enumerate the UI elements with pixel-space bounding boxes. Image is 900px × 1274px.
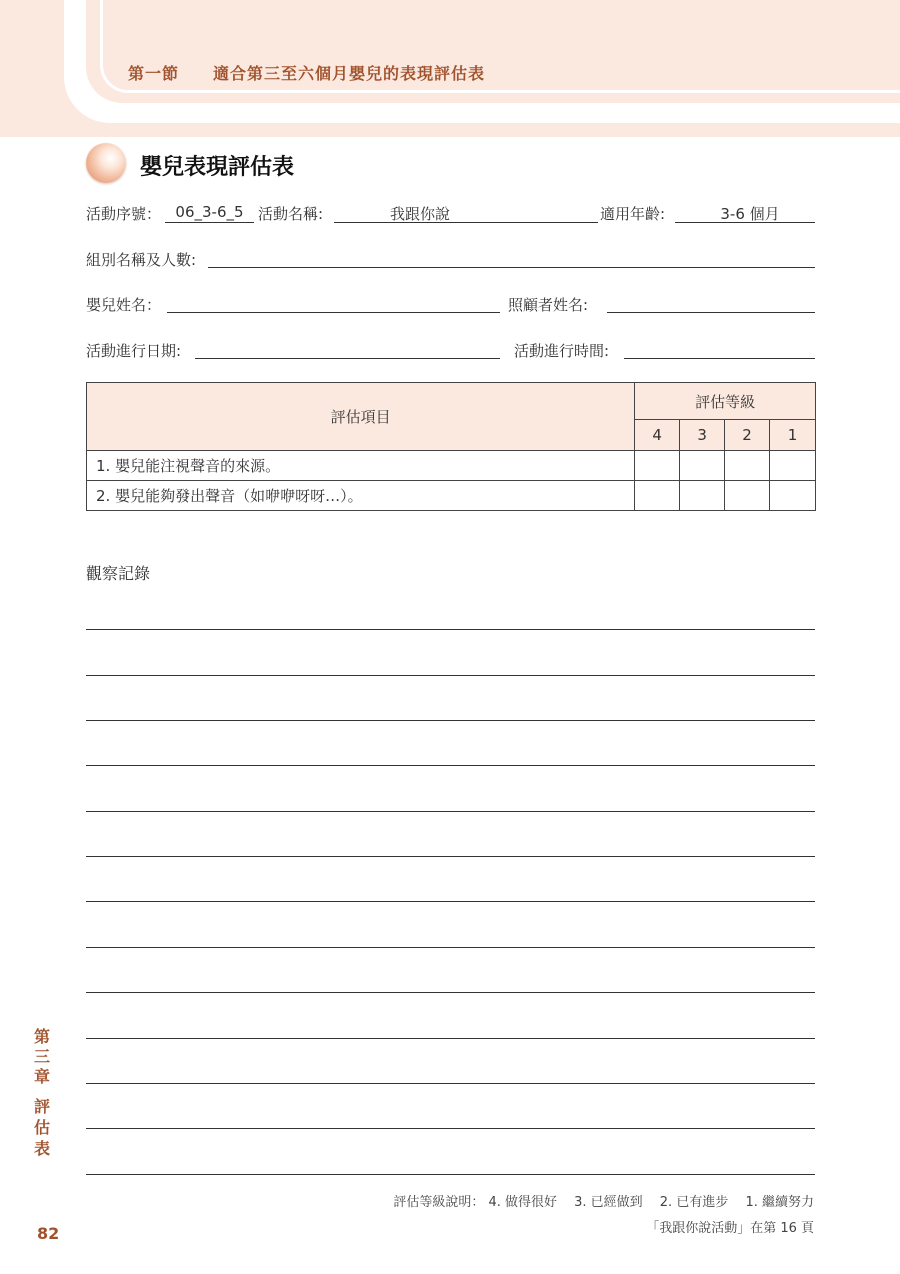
age-label: 適用年齡: <box>600 205 666 223</box>
baby-name-field[interactable] <box>167 312 500 313</box>
carer-name-field[interactable] <box>607 312 815 313</box>
observation-line[interactable] <box>86 1083 815 1084</box>
observation-line[interactable] <box>86 811 815 812</box>
group-field[interactable] <box>208 267 815 268</box>
side-chapter-label: 第三章 <box>33 1027 50 1086</box>
grade-1-header: 1 <box>770 420 816 451</box>
grade-cell[interactable] <box>635 481 680 511</box>
item-text: 1. 嬰兒能注視聲音的來源。 <box>87 451 635 481</box>
grade-cell[interactable] <box>725 451 770 481</box>
observation-line[interactable] <box>86 720 815 721</box>
observation-line[interactable] <box>86 992 815 993</box>
side-section-label: 評估表 <box>33 1097 50 1158</box>
evaluation-table <box>86 382 816 511</box>
grade-header: 評估等級 <box>635 383 816 420</box>
observation-line[interactable] <box>86 1038 815 1039</box>
grade-4-header: 4 <box>635 420 680 451</box>
grade-cell[interactable] <box>770 481 816 511</box>
observation-line[interactable] <box>86 675 815 676</box>
activity-reference: 「我跟你說活動」在第 16 頁 <box>646 1221 814 1236</box>
observation-line[interactable] <box>86 1128 815 1129</box>
item-text: 2. 嬰兒能夠發出聲音（如咿咿呀呀…）。 <box>87 481 635 511</box>
grade-cell[interactable] <box>725 481 770 511</box>
header-section-label: 第一節 <box>128 64 180 83</box>
observation-line[interactable] <box>86 947 815 948</box>
activity-no-value: 06_3-6_5 <box>175 203 244 221</box>
date-label: 活動進行日期: <box>86 342 182 360</box>
activity-no-label: 活動序號： <box>86 205 162 223</box>
date-field[interactable] <box>195 358 500 359</box>
table-row <box>87 451 816 481</box>
age-value: 3-6 個月 <box>720 205 780 223</box>
grade-scale-note: 評估等級說明： 4. 做得很好 3. 已經做到 2. 已有進步 1. 繼續努力 <box>393 1195 814 1210</box>
page-title: 嬰兒表現評估表 <box>140 155 295 180</box>
observation-line[interactable] <box>86 629 815 630</box>
grade-cell[interactable] <box>635 451 680 481</box>
group-label: 組別名稱及人數: <box>86 251 197 269</box>
activity-name-label: 活動名稱: <box>258 205 324 223</box>
observation-line[interactable] <box>86 765 815 766</box>
grade-2-header: 2 <box>725 420 770 451</box>
item-header: 評估項目 <box>87 383 635 451</box>
carer-name-label: 照顧者姓名: <box>508 296 589 314</box>
time-label: 活動進行時間: <box>514 342 610 360</box>
activity-no-underline <box>165 222 254 223</box>
observation-line[interactable] <box>86 856 815 857</box>
observation-label: 觀察記錄 <box>86 564 151 583</box>
grade-cell[interactable] <box>770 451 816 481</box>
observation-line[interactable] <box>86 1174 815 1175</box>
baby-name-label: 嬰兒姓名： <box>86 296 162 314</box>
grade-3-header: 3 <box>680 420 725 451</box>
activity-name-value: 我跟你說 <box>389 205 450 223</box>
page-number: 82 <box>37 1224 60 1243</box>
header-section-title: 適合第三至六個月嬰兒的表現評估表 <box>213 64 486 83</box>
table-row <box>87 481 816 511</box>
observation-line[interactable] <box>86 901 815 902</box>
grade-cell[interactable] <box>680 481 725 511</box>
title-bullet-icon <box>86 143 126 183</box>
time-field[interactable] <box>624 358 815 359</box>
grade-cell[interactable] <box>680 451 725 481</box>
